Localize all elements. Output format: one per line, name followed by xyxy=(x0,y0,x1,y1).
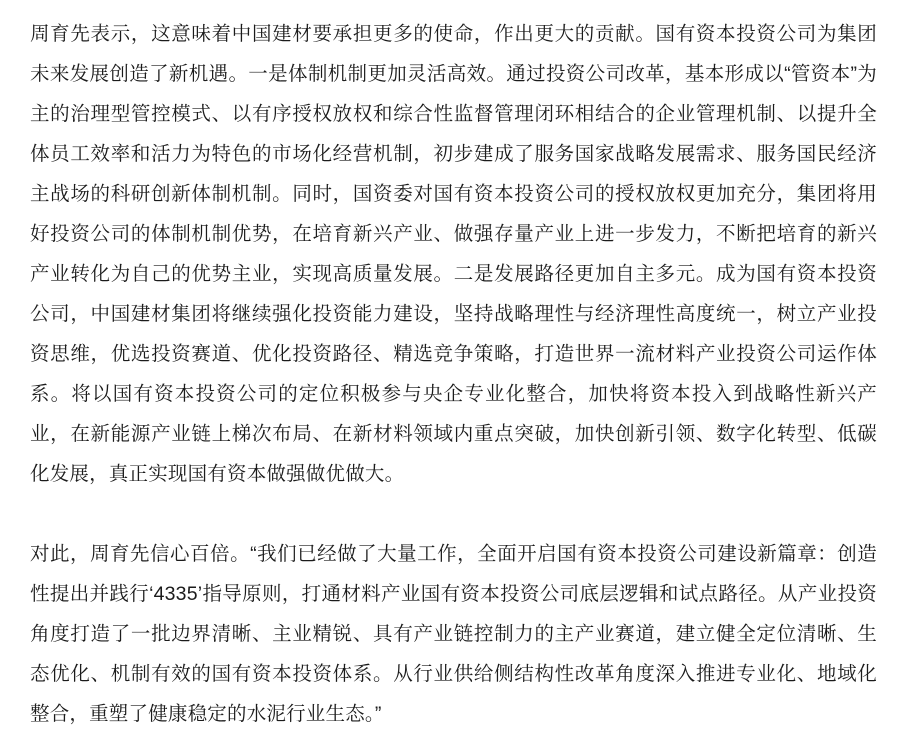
body-paragraph-1: 周育先表示，这意味着中国建材要承担更多的使命，作出更大的贡献。国有资本投资公司为集团未来发展创造了新机遇。一是体制机制更加灵活高效。通过投资公司改革，基本形成以“管资本”为主的治理型管控模式、以有序授权放权和综合性监督管理闭环相结合的企业管理机制、以提升全体员工效率和活力为特色的市场化经营机制，初步建成了服务国家战略发展需求、服务国民经济主战场的科研创新体制机制。同时，国资委对国有资本投资公司的授权放权更加充分，集团将用好投资公司的体制机制优势，在培育新兴产业、做强存量产业上进一步发力，不断把培育的新兴产业转化为自己的优势主业，实现高质量发展。二是发展路径更加自主多元。成为国有资本投资公司，中国建材集团将继续强化投资能力建设，坚持战略理性与经济理性高度统一，树立产业投资思维，优选投资赛道、优化投资路径、精选竞争策略，打造世界一流材料产业投资公司运作体系。将以国有资本投资公司的定位积极参与央企专业化整合，加快将资本投入到战略性新兴产业，在新能源产业链上梯次布局、在新材料领域内重点突破，加快创新引领、数字化转型、低碳化发展，真正实现国有资本做强做优做大。 xyxy=(30,23,877,485)
body-paragraph-2: 对此，周育先信心百倍。“我们已经做了大量工作，全面开启国有资本投资公司建设新篇章：创造性提出并践行‘4335’指导原则，打通材料产业国有资本投资公司底层逻辑和试点路径。从产业投资角度打造了一批边界清晰、主业精锐、具有产业链控制力的主产业赛道，建立健全定位清晰、生态优化、机制有效的国有资本投资体系。从行业供给侧结构性改革角度深入推进专业化、地域化整合，重塑了健康稳定的水泥行业生态。” xyxy=(30,543,877,725)
